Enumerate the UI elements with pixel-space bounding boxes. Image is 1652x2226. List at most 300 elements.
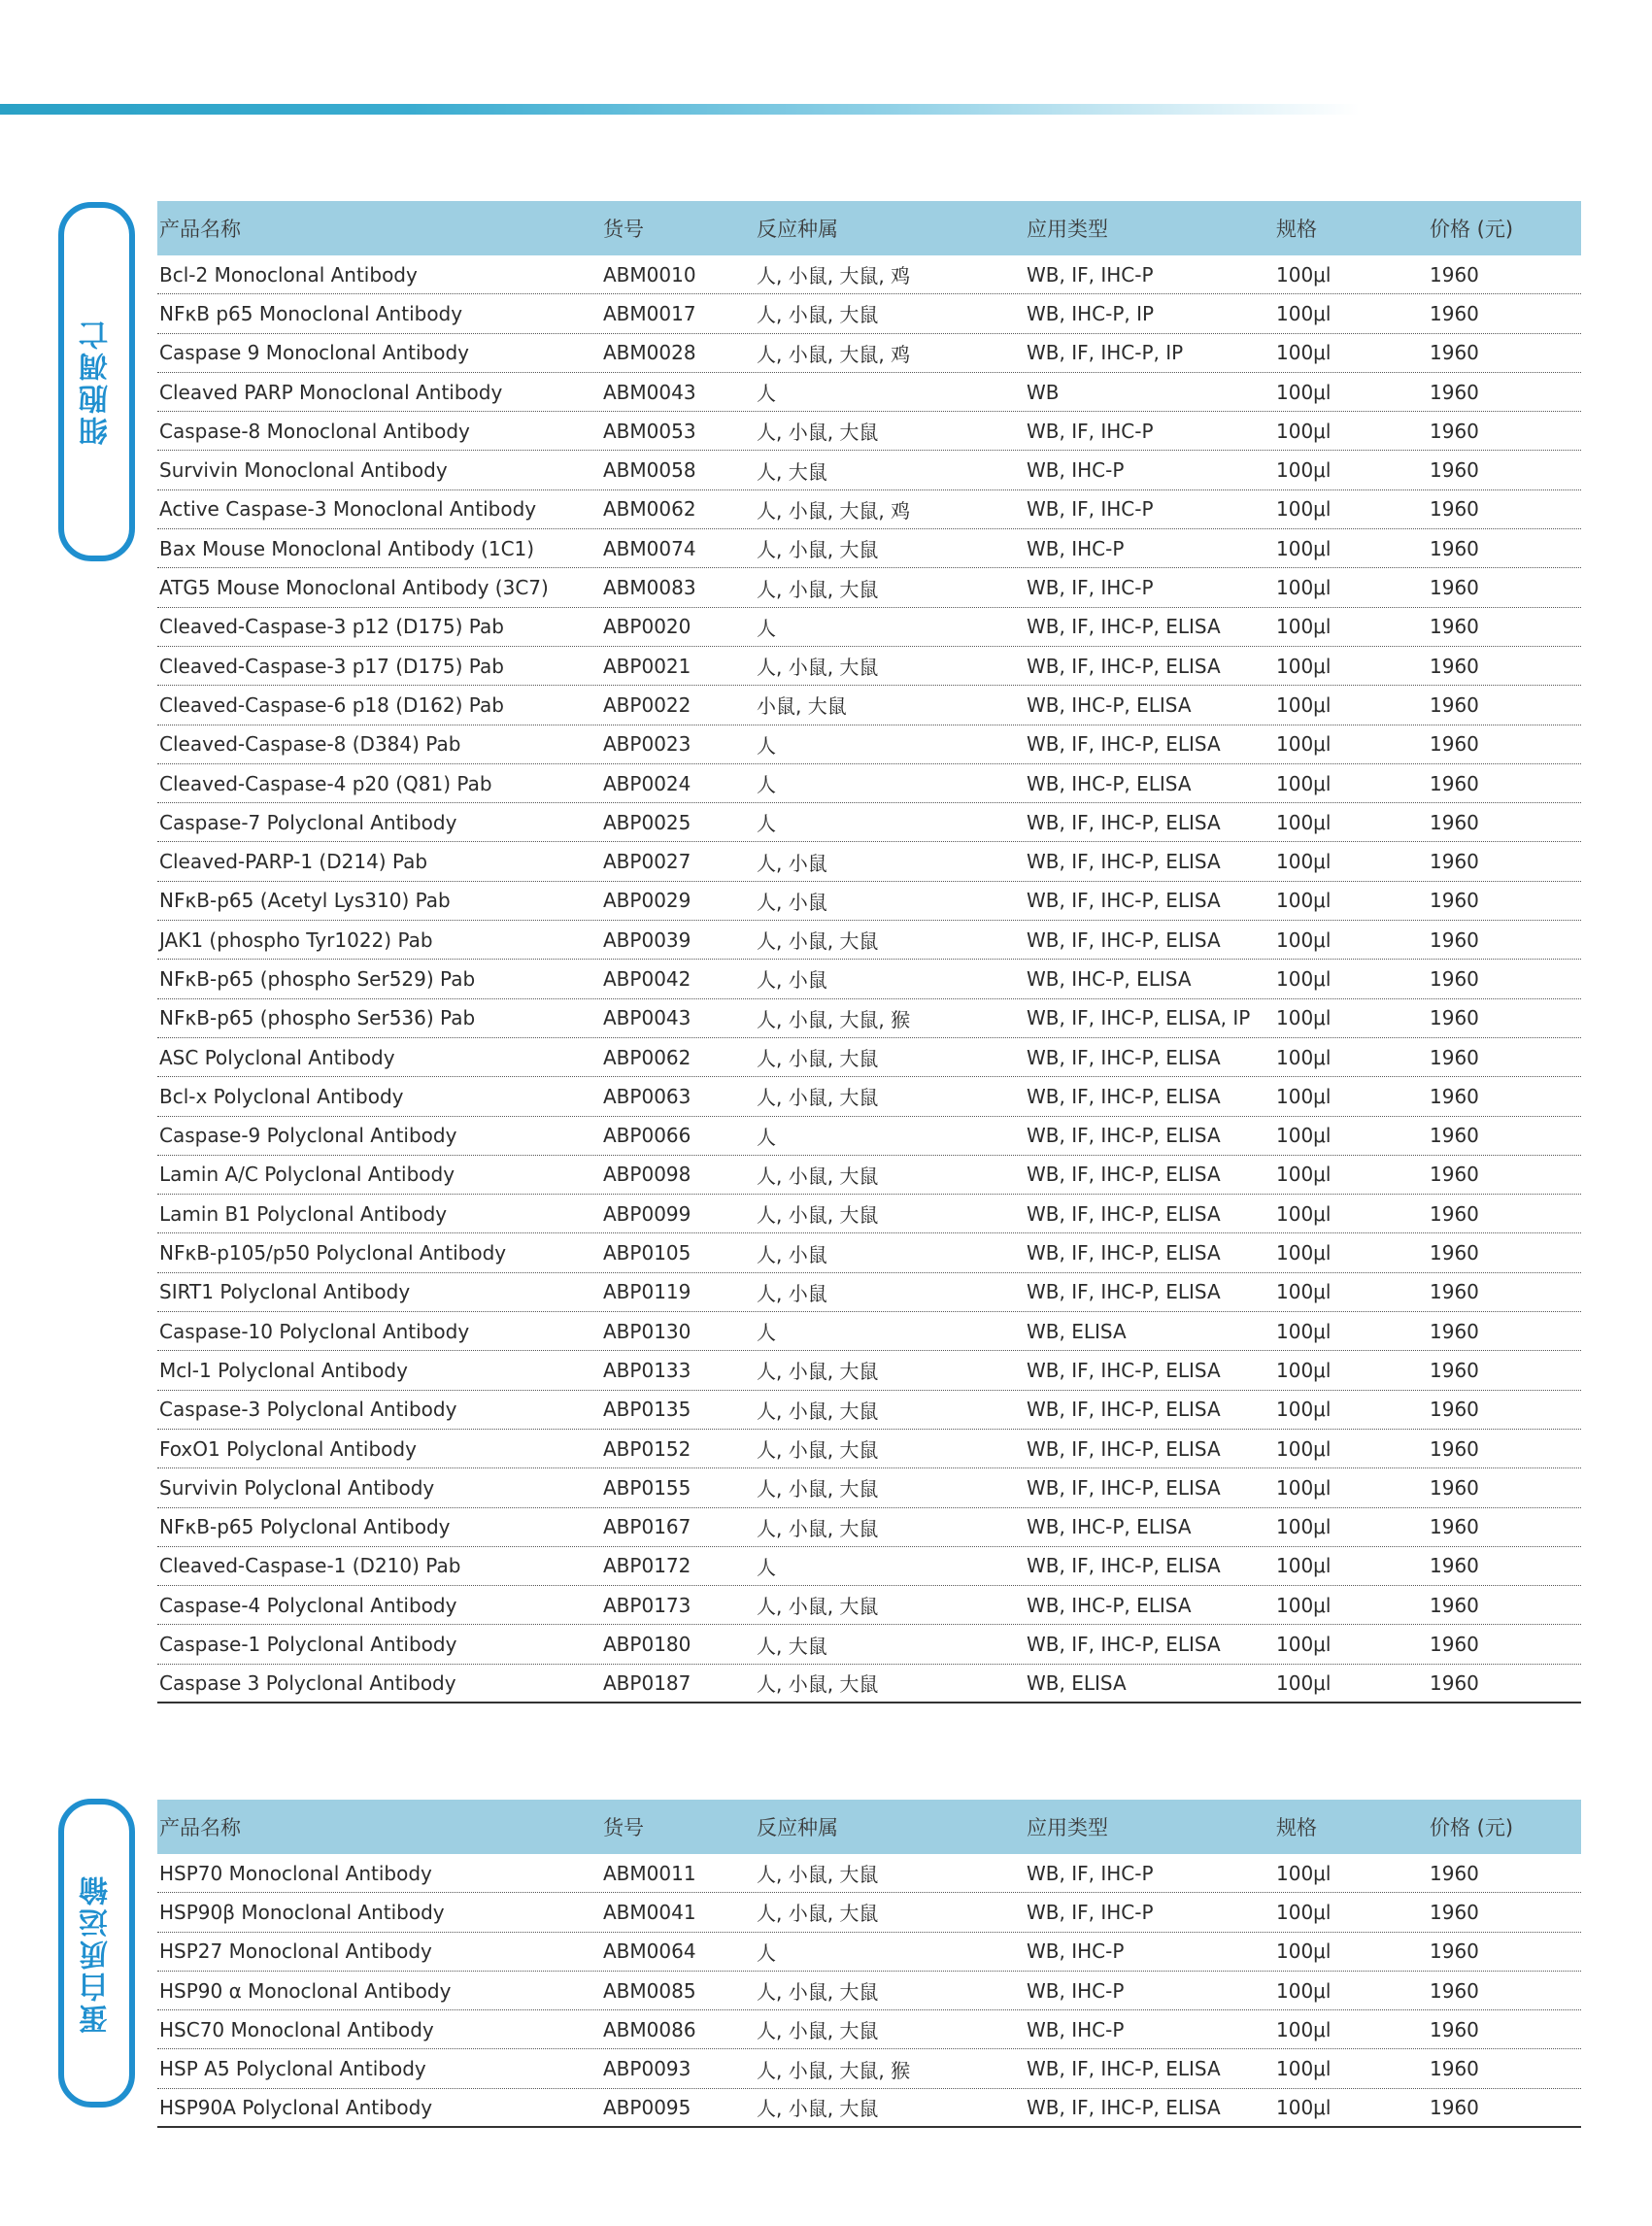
cell-reactivity: 人, 小鼠 bbox=[757, 890, 827, 914]
cell-size: 100μl bbox=[1276, 1515, 1332, 1539]
cell-price: 1960 bbox=[1430, 928, 1479, 952]
cell-size: 100μl bbox=[1276, 301, 1332, 325]
header-application: 应用类型 bbox=[1027, 218, 1108, 241]
cell-application: WB, IF, IHC-P, ELISA bbox=[1027, 1436, 1221, 1461]
cell-catalog-no: ABP0173 bbox=[603, 1593, 691, 1617]
cell-catalog-no: ABP0039 bbox=[603, 928, 691, 952]
cell-catalog-no: ABP0043 bbox=[603, 1006, 691, 1030]
cell-price: 1960 bbox=[1430, 341, 1479, 365]
table-row bbox=[157, 490, 1581, 529]
cell-application: WB, IF, IHC-P bbox=[1027, 576, 1154, 600]
header-reactivity: 反应种属 bbox=[757, 1816, 838, 1839]
cell-application: WB, IF, IHC-P, ELISA bbox=[1027, 2057, 1221, 2081]
cell-product-name: Caspase-1 Polyclonal Antibody bbox=[159, 1633, 457, 1657]
cell-application: WB, IF, IHC-P, ELISA bbox=[1027, 1280, 1221, 1304]
cell-catalog-no: ABM0083 bbox=[603, 576, 696, 600]
cell-product-name: Mcl-1 Polyclonal Antibody bbox=[159, 1358, 408, 1382]
cell-price: 1960 bbox=[1430, 1436, 1479, 1461]
cell-product-name: Survivin Polyclonal Antibody bbox=[159, 1475, 435, 1500]
cell-price: 1960 bbox=[1430, 380, 1479, 404]
cell-size: 100μl bbox=[1276, 928, 1332, 952]
table-body bbox=[157, 255, 1581, 1703]
cell-price: 1960 bbox=[1430, 458, 1479, 483]
table-row bbox=[157, 764, 1581, 803]
header-product-name: 产品名称 bbox=[159, 1816, 241, 1839]
cell-application: WB, IHC-P, ELISA bbox=[1027, 692, 1192, 717]
table-row bbox=[157, 2049, 1581, 2088]
cell-size: 100μl bbox=[1276, 615, 1332, 639]
header-catalog-no: 货号 bbox=[603, 1816, 644, 1839]
cell-price: 1960 bbox=[1430, 654, 1479, 678]
table-row bbox=[157, 1312, 1581, 1351]
section-tab bbox=[58, 1799, 135, 2108]
cell-reactivity: 人, 小鼠 bbox=[757, 968, 827, 993]
table-row bbox=[157, 1195, 1581, 1233]
table-row bbox=[157, 294, 1581, 333]
cell-catalog-no: ABM0086 bbox=[603, 2017, 696, 2041]
header-catalog-no: 货号 bbox=[603, 218, 644, 241]
cell-reactivity: 人, 小鼠, 大鼠 bbox=[757, 1672, 879, 1697]
table-row bbox=[157, 882, 1581, 921]
cell-product-name: ATG5 Mouse Monoclonal Antibody (3C7) bbox=[159, 576, 549, 600]
cell-application: WB, IHC-P bbox=[1027, 2017, 1125, 2041]
cell-catalog-no: ABM0064 bbox=[603, 1939, 696, 1964]
cell-price: 1960 bbox=[1430, 771, 1479, 795]
table-row bbox=[157, 1391, 1581, 1430]
table-row bbox=[157, 1351, 1581, 1390]
cell-application: WB, IHC-P, ELISA bbox=[1027, 771, 1192, 795]
table-row bbox=[157, 1893, 1581, 1932]
cell-price: 1960 bbox=[1430, 419, 1479, 443]
cell-reactivity: 人, 小鼠, 大鼠, 鸡 bbox=[757, 498, 911, 523]
cell-product-name: Cleaved-Caspase-4 p20 (Q81) Pab bbox=[159, 771, 492, 795]
cell-price: 1960 bbox=[1430, 2095, 1479, 2119]
cell-price: 1960 bbox=[1430, 536, 1479, 560]
cell-price: 1960 bbox=[1430, 1670, 1479, 1695]
cell-reactivity: 人, 小鼠, 大鼠 bbox=[757, 1863, 879, 1887]
cell-application: WB, IF, IHC-P bbox=[1027, 262, 1154, 287]
cell-reactivity: 人, 小鼠, 大鼠 bbox=[757, 1164, 879, 1188]
table-header bbox=[157, 1800, 1581, 1854]
cell-catalog-no: ABM0053 bbox=[603, 419, 696, 443]
cell-reactivity: 人, 小鼠, 大鼠, 猴 bbox=[757, 2058, 911, 2082]
cell-product-name: Bcl-x Polyclonal Antibody bbox=[159, 1084, 404, 1108]
cell-size: 100μl bbox=[1276, 262, 1332, 287]
cell-product-name: Caspase-9 Polyclonal Antibody bbox=[159, 1124, 457, 1148]
cell-size: 100μl bbox=[1276, 341, 1332, 365]
cell-catalog-no: ABP0024 bbox=[603, 771, 691, 795]
cell-product-name: NFκB-p105/p50 Polyclonal Antibody bbox=[159, 1241, 507, 1265]
cell-size: 100μl bbox=[1276, 497, 1332, 522]
cell-reactivity: 人 bbox=[757, 1125, 776, 1149]
cell-product-name: Cleaved-Caspase-8 (D384) Pab bbox=[159, 732, 461, 757]
cell-price: 1960 bbox=[1430, 1475, 1479, 1500]
table-row bbox=[157, 1273, 1581, 1312]
cell-reactivity: 人, 大鼠 bbox=[757, 459, 827, 484]
cell-catalog-no: ABM0058 bbox=[603, 458, 696, 483]
header-accent-bar bbox=[0, 104, 1360, 115]
cell-size: 100μl bbox=[1276, 1241, 1332, 1265]
cell-catalog-no: ABP0187 bbox=[603, 1670, 691, 1695]
header-size: 规格 bbox=[1276, 1816, 1317, 1839]
header-size: 规格 bbox=[1276, 218, 1317, 241]
cell-reactivity: 人 bbox=[757, 812, 776, 836]
cell-price: 1960 bbox=[1430, 1593, 1479, 1617]
cell-price: 1960 bbox=[1430, 850, 1479, 874]
cell-reactivity: 人, 大鼠 bbox=[757, 1634, 827, 1658]
cell-size: 100μl bbox=[1276, 850, 1332, 874]
cell-reactivity: 人, 小鼠, 大鼠 bbox=[757, 1399, 879, 1423]
cell-reactivity: 人, 小鼠, 大鼠 bbox=[757, 929, 879, 954]
cell-catalog-no: ABM0011 bbox=[603, 1861, 696, 1885]
cell-product-name: HSP90A Polyclonal Antibody bbox=[159, 2095, 433, 2119]
cell-catalog-no: ABP0063 bbox=[603, 1084, 691, 1108]
cell-application: WB, IF, IHC-P, ELISA bbox=[1027, 889, 1221, 913]
cell-reactivity: 人, 小鼠, 大鼠 bbox=[757, 1086, 879, 1110]
cell-catalog-no: ABM0043 bbox=[603, 380, 696, 404]
table-row bbox=[157, 647, 1581, 686]
table-row bbox=[157, 608, 1581, 647]
cell-reactivity: 人 bbox=[757, 382, 776, 406]
cell-product-name: Caspase-10 Polyclonal Antibody bbox=[159, 1319, 470, 1343]
header-product-name: 产品名称 bbox=[159, 218, 241, 241]
header-reactivity: 反应种属 bbox=[757, 218, 838, 241]
cell-product-name: HSP27 Monoclonal Antibody bbox=[159, 1939, 432, 1964]
cell-size: 100μl bbox=[1276, 1124, 1332, 1148]
table-row bbox=[157, 2089, 1581, 2128]
cell-reactivity: 人, 小鼠, 大鼠 bbox=[757, 1360, 879, 1384]
cell-catalog-no: ABP0022 bbox=[603, 692, 691, 717]
cell-reactivity: 人, 小鼠, 大鼠 bbox=[757, 1980, 879, 2005]
cell-reactivity: 人, 小鼠 bbox=[757, 851, 827, 875]
cell-reactivity: 人 bbox=[757, 733, 776, 758]
cell-size: 100μl bbox=[1276, 1280, 1332, 1304]
cell-reactivity: 小鼠, 大鼠 bbox=[757, 694, 847, 719]
table-row bbox=[157, 960, 1581, 998]
cell-price: 1960 bbox=[1430, 966, 1479, 991]
cell-price: 1960 bbox=[1430, 1554, 1479, 1578]
section-tab-label: 蛋白质运输 bbox=[79, 1872, 114, 2034]
cell-size: 100μl bbox=[1276, 536, 1332, 560]
cell-application: WB, IF, IHC-P, ELISA bbox=[1027, 810, 1221, 834]
cell-price: 1960 bbox=[1430, 1861, 1479, 1885]
cell-size: 100μl bbox=[1276, 1475, 1332, 1500]
cell-application: WB, IF, IHC-P, ELISA bbox=[1027, 928, 1221, 952]
cell-product-name: HSP A5 Polyclonal Antibody bbox=[159, 2057, 426, 2081]
cell-reactivity: 人, 小鼠 bbox=[757, 1281, 827, 1305]
cell-product-name: NFκB-p65 (phospho Ser536) Pab bbox=[159, 1006, 476, 1030]
cell-reactivity: 人, 小鼠, 大鼠, 猴 bbox=[757, 1007, 911, 1031]
cell-product-name: Caspase-7 Polyclonal Antibody bbox=[159, 810, 457, 834]
cell-product-name: Cleaved-Caspase-3 p17 (D175) Pab bbox=[159, 654, 504, 678]
cell-reactivity: 人 bbox=[757, 616, 776, 640]
table-row bbox=[157, 725, 1581, 764]
cell-product-name: Survivin Monoclonal Antibody bbox=[159, 458, 448, 483]
cell-catalog-no: ABP0021 bbox=[603, 654, 691, 678]
cell-catalog-no: ABP0023 bbox=[603, 732, 691, 757]
table-row bbox=[157, 412, 1581, 451]
cell-catalog-no: ABM0074 bbox=[603, 536, 696, 560]
cell-size: 100μl bbox=[1276, 1398, 1332, 1422]
cell-size: 100μl bbox=[1276, 1006, 1332, 1030]
cell-application: WB, IF, IHC-P, ELISA bbox=[1027, 1084, 1221, 1108]
cell-product-name: FoxO1 Polyclonal Antibody bbox=[159, 1436, 417, 1461]
cell-price: 1960 bbox=[1430, 1900, 1479, 1924]
cell-application: WB, IF, IHC-P, ELISA bbox=[1027, 1124, 1221, 1148]
cell-application: WB, IHC-P, IP bbox=[1027, 301, 1155, 325]
cell-reactivity: 人, 小鼠, 大鼠 bbox=[757, 1438, 879, 1463]
cell-product-name: Lamin A/C Polyclonal Antibody bbox=[159, 1163, 455, 1187]
cell-product-name: Lamin B1 Polyclonal Antibody bbox=[159, 1201, 448, 1226]
cell-catalog-no: ABP0029 bbox=[603, 889, 691, 913]
table-row bbox=[157, 1547, 1581, 1586]
cell-catalog-no: ABM0010 bbox=[603, 262, 696, 287]
cell-catalog-no: ABP0066 bbox=[603, 1124, 691, 1148]
cell-product-name: Caspase 3 Polyclonal Antibody bbox=[159, 1670, 456, 1695]
table-row bbox=[157, 999, 1581, 1038]
cell-catalog-no: ABP0130 bbox=[603, 1319, 691, 1343]
cell-application: WB, IHC-P bbox=[1027, 1978, 1125, 2003]
cell-price: 1960 bbox=[1430, 2017, 1479, 2041]
cell-catalog-no: ABP0133 bbox=[603, 1358, 691, 1382]
cell-size: 100μl bbox=[1276, 654, 1332, 678]
cell-product-name: Cleaved-Caspase-1 (D210) Pab bbox=[159, 1554, 461, 1578]
cell-application: WB, IF, IHC-P, ELISA bbox=[1027, 1475, 1221, 1500]
cell-reactivity: 人, 小鼠, 大鼠, 鸡 bbox=[757, 264, 911, 288]
cell-catalog-no: ABM0028 bbox=[603, 341, 696, 365]
cell-application: WB, IF, IHC-P, ELISA bbox=[1027, 1633, 1221, 1657]
table-row bbox=[157, 803, 1581, 842]
table-row bbox=[157, 529, 1581, 568]
cell-catalog-no: ABP0098 bbox=[603, 1163, 691, 1187]
cell-product-name: HSC70 Monoclonal Antibody bbox=[159, 2017, 434, 2041]
cell-catalog-no: ABP0042 bbox=[603, 966, 691, 991]
cell-application: WB, IF, IHC-P, ELISA bbox=[1027, 1045, 1221, 1069]
cell-reactivity: 人, 小鼠, 大鼠 bbox=[757, 421, 879, 445]
cell-product-name: Cleaved PARP Monoclonal Antibody bbox=[159, 380, 503, 404]
cell-price: 1960 bbox=[1430, 615, 1479, 639]
cell-price: 1960 bbox=[1430, 692, 1479, 717]
cell-size: 100μl bbox=[1276, 576, 1332, 600]
cell-reactivity: 人, 小鼠, 大鼠 bbox=[757, 538, 879, 562]
cell-catalog-no: ABM0085 bbox=[603, 1978, 696, 2003]
table-row bbox=[157, 568, 1581, 607]
table-body bbox=[157, 1854, 1581, 2128]
product-table bbox=[157, 201, 1581, 1703]
cell-size: 100μl bbox=[1276, 1436, 1332, 1461]
cell-application: WB, IF, IHC-P, ELISA bbox=[1027, 732, 1221, 757]
cell-price: 1960 bbox=[1430, 889, 1479, 913]
table-row bbox=[157, 1156, 1581, 1195]
cell-reactivity: 人 bbox=[757, 1940, 776, 1965]
cell-reactivity: 人 bbox=[757, 1321, 776, 1345]
table-row bbox=[157, 451, 1581, 489]
cell-reactivity: 人, 小鼠, 大鼠 bbox=[757, 1047, 879, 1071]
cell-size: 100μl bbox=[1276, 1084, 1332, 1108]
cell-reactivity: 人 bbox=[757, 773, 776, 796]
cell-application: WB, IF, IHC-P, ELISA bbox=[1027, 850, 1221, 874]
cell-reactivity: 人, 小鼠, 大鼠 bbox=[757, 656, 879, 680]
cell-application: WB, IF, IHC-P bbox=[1027, 1861, 1154, 1885]
cell-product-name: Caspase-4 Polyclonal Antibody bbox=[159, 1593, 457, 1617]
cell-product-name: Cleaved-Caspase-3 p12 (D175) Pab bbox=[159, 615, 504, 639]
cell-catalog-no: ABP0180 bbox=[603, 1633, 691, 1657]
table-row bbox=[157, 255, 1581, 294]
cell-size: 100μl bbox=[1276, 1593, 1332, 1617]
table-row bbox=[157, 1468, 1581, 1507]
cell-application: WB, IF, IHC-P, ELISA bbox=[1027, 1241, 1221, 1265]
cell-product-name: Caspase-8 Monoclonal Antibody bbox=[159, 419, 470, 443]
cell-catalog-no: ABP0172 bbox=[603, 1554, 691, 1578]
cell-price: 1960 bbox=[1430, 1201, 1479, 1226]
cell-application: WB, IHC-P, ELISA bbox=[1027, 966, 1192, 991]
cell-size: 100μl bbox=[1276, 771, 1332, 795]
cell-product-name: HSP90β Monoclonal Antibody bbox=[159, 1900, 445, 1924]
cell-size: 100μl bbox=[1276, 2095, 1332, 2119]
cell-price: 1960 bbox=[1430, 1939, 1479, 1964]
cell-reactivity: 人, 小鼠, 大鼠 bbox=[757, 2097, 879, 2121]
cell-catalog-no: ABP0105 bbox=[603, 1241, 691, 1265]
cell-application: WB bbox=[1027, 380, 1060, 404]
cell-price: 1960 bbox=[1430, 732, 1479, 757]
cell-reactivity: 人 bbox=[757, 1555, 776, 1579]
cell-product-name: Cleaved-Caspase-6 p18 (D162) Pab bbox=[159, 692, 504, 717]
cell-product-name: Caspase 9 Monoclonal Antibody bbox=[159, 341, 470, 365]
cell-reactivity: 人, 小鼠, 大鼠 bbox=[757, 1203, 879, 1228]
table-row bbox=[157, 1586, 1581, 1625]
cell-price: 1960 bbox=[1430, 1319, 1479, 1343]
cell-catalog-no: ABP0152 bbox=[603, 1436, 691, 1461]
cell-application: WB, IF, IHC-P, ELISA bbox=[1027, 1163, 1221, 1187]
cell-product-name: Bax Mouse Monoclonal Antibody (1C1) bbox=[159, 536, 535, 560]
table-header bbox=[157, 201, 1581, 255]
cell-product-name: NFκB-p65 Polyclonal Antibody bbox=[159, 1515, 451, 1539]
cell-application: WB, IHC-P bbox=[1027, 1939, 1125, 1964]
cell-size: 100μl bbox=[1276, 380, 1332, 404]
cell-size: 100μl bbox=[1276, 692, 1332, 717]
cell-application: WB, IF, IHC-P, ELISA bbox=[1027, 2095, 1221, 2119]
table-row bbox=[157, 1933, 1581, 1972]
cell-reactivity: 人, 小鼠, 大鼠 bbox=[757, 1595, 879, 1619]
cell-catalog-no: ABP0099 bbox=[603, 1201, 691, 1226]
cell-product-name: SIRT1 Polyclonal Antibody bbox=[159, 1280, 411, 1304]
header-price: 价格 (元) bbox=[1430, 1816, 1514, 1839]
cell-size: 100μl bbox=[1276, 1939, 1332, 1964]
product-table bbox=[157, 1800, 1581, 2128]
table-row bbox=[157, 1972, 1581, 2010]
cell-product-name: Cleaved-PARP-1 (D214) Pab bbox=[159, 850, 428, 874]
table-row bbox=[157, 1430, 1581, 1468]
cell-application: WB, IF, IHC-P bbox=[1027, 497, 1154, 522]
header-price: 价格 (元) bbox=[1430, 218, 1514, 241]
cell-size: 100μl bbox=[1276, 1670, 1332, 1695]
table-row bbox=[157, 1508, 1581, 1547]
table-row bbox=[157, 1625, 1581, 1664]
cell-product-name: Active Caspase-3 Monoclonal Antibody bbox=[159, 497, 537, 522]
cell-product-name: NFκB p65 Monoclonal Antibody bbox=[159, 301, 463, 325]
cell-size: 100μl bbox=[1276, 1861, 1332, 1885]
cell-size: 100μl bbox=[1276, 419, 1332, 443]
cell-product-name: HSP90 α Monoclonal Antibody bbox=[159, 1978, 452, 2003]
cell-catalog-no: ABP0020 bbox=[603, 615, 691, 639]
cell-size: 100μl bbox=[1276, 2017, 1332, 2041]
cell-size: 100μl bbox=[1276, 732, 1332, 757]
cell-price: 1960 bbox=[1430, 1124, 1479, 1148]
table-row bbox=[157, 2010, 1581, 2049]
cell-product-name: ASC Polyclonal Antibody bbox=[159, 1045, 395, 1069]
cell-size: 100μl bbox=[1276, 1978, 1332, 2003]
cell-catalog-no: ABM0062 bbox=[603, 497, 696, 522]
cell-application: WB, IF, IHC-P, ELISA, IP bbox=[1027, 1006, 1251, 1030]
cell-application: WB, ELISA bbox=[1027, 1319, 1127, 1343]
cell-application: WB, IF, IHC-P, ELISA bbox=[1027, 1358, 1221, 1382]
cell-size: 100μl bbox=[1276, 1900, 1332, 1924]
cell-catalog-no: ABP0025 bbox=[603, 810, 691, 834]
cell-price: 1960 bbox=[1430, 1358, 1479, 1382]
cell-application: WB, IF, IHC-P, ELISA bbox=[1027, 654, 1221, 678]
cell-application: WB, IHC-P bbox=[1027, 536, 1125, 560]
cell-price: 1960 bbox=[1430, 1280, 1479, 1304]
cell-application: WB, ELISA bbox=[1027, 1670, 1127, 1695]
cell-price: 1960 bbox=[1430, 1398, 1479, 1422]
cell-size: 100μl bbox=[1276, 1163, 1332, 1187]
cell-catalog-no: ABP0135 bbox=[603, 1398, 691, 1422]
cell-product-name: Caspase-3 Polyclonal Antibody bbox=[159, 1398, 457, 1422]
section-tab bbox=[58, 202, 135, 561]
table-row bbox=[157, 1117, 1581, 1156]
table-row bbox=[157, 842, 1581, 881]
cell-price: 1960 bbox=[1430, 301, 1479, 325]
cell-catalog-no: ABP0027 bbox=[603, 850, 691, 874]
cell-size: 100μl bbox=[1276, 1319, 1332, 1343]
cell-price: 1960 bbox=[1430, 1241, 1479, 1265]
cell-application: WB, IHC-P, ELISA bbox=[1027, 1515, 1192, 1539]
table-row bbox=[157, 1233, 1581, 1272]
cell-size: 100μl bbox=[1276, 1554, 1332, 1578]
cell-price: 1960 bbox=[1430, 1978, 1479, 2003]
cell-catalog-no: ABP0062 bbox=[603, 1045, 691, 1069]
cell-price: 1960 bbox=[1430, 1633, 1479, 1657]
cell-price: 1960 bbox=[1430, 497, 1479, 522]
table-row bbox=[157, 1038, 1581, 1077]
cell-catalog-no: ABP0095 bbox=[603, 2095, 691, 2119]
cell-product-name: NFκB-p65 (Acetyl Lys310) Pab bbox=[159, 889, 451, 913]
table-row bbox=[157, 334, 1581, 373]
cell-reactivity: 人, 小鼠 bbox=[757, 1242, 827, 1266]
table-row bbox=[157, 1665, 1581, 1703]
cell-catalog-no: ABM0041 bbox=[603, 1900, 696, 1924]
cell-product-name: Bcl-2 Monoclonal Antibody bbox=[159, 262, 418, 287]
table-row bbox=[157, 373, 1581, 412]
cell-product-name: HSP70 Monoclonal Antibody bbox=[159, 1861, 432, 1885]
cell-reactivity: 人, 小鼠, 大鼠, 鸡 bbox=[757, 342, 911, 366]
cell-catalog-no: ABP0167 bbox=[603, 1515, 691, 1539]
cell-price: 1960 bbox=[1430, 810, 1479, 834]
cell-price: 1960 bbox=[1430, 576, 1479, 600]
cell-price: 1960 bbox=[1430, 2057, 1479, 2081]
cell-price: 1960 bbox=[1430, 1515, 1479, 1539]
header-application: 应用类型 bbox=[1027, 1816, 1108, 1839]
cell-price: 1960 bbox=[1430, 1163, 1479, 1187]
cell-size: 100μl bbox=[1276, 1358, 1332, 1382]
cell-size: 100μl bbox=[1276, 966, 1332, 991]
cell-catalog-no: ABM0017 bbox=[603, 301, 696, 325]
table-row bbox=[157, 1077, 1581, 1116]
cell-catalog-no: ABP0119 bbox=[603, 1280, 691, 1304]
cell-reactivity: 人, 小鼠, 大鼠 bbox=[757, 303, 879, 327]
cell-application: WB, IF, IHC-P bbox=[1027, 419, 1154, 443]
cell-reactivity: 人, 小鼠, 大鼠 bbox=[757, 1516, 879, 1540]
